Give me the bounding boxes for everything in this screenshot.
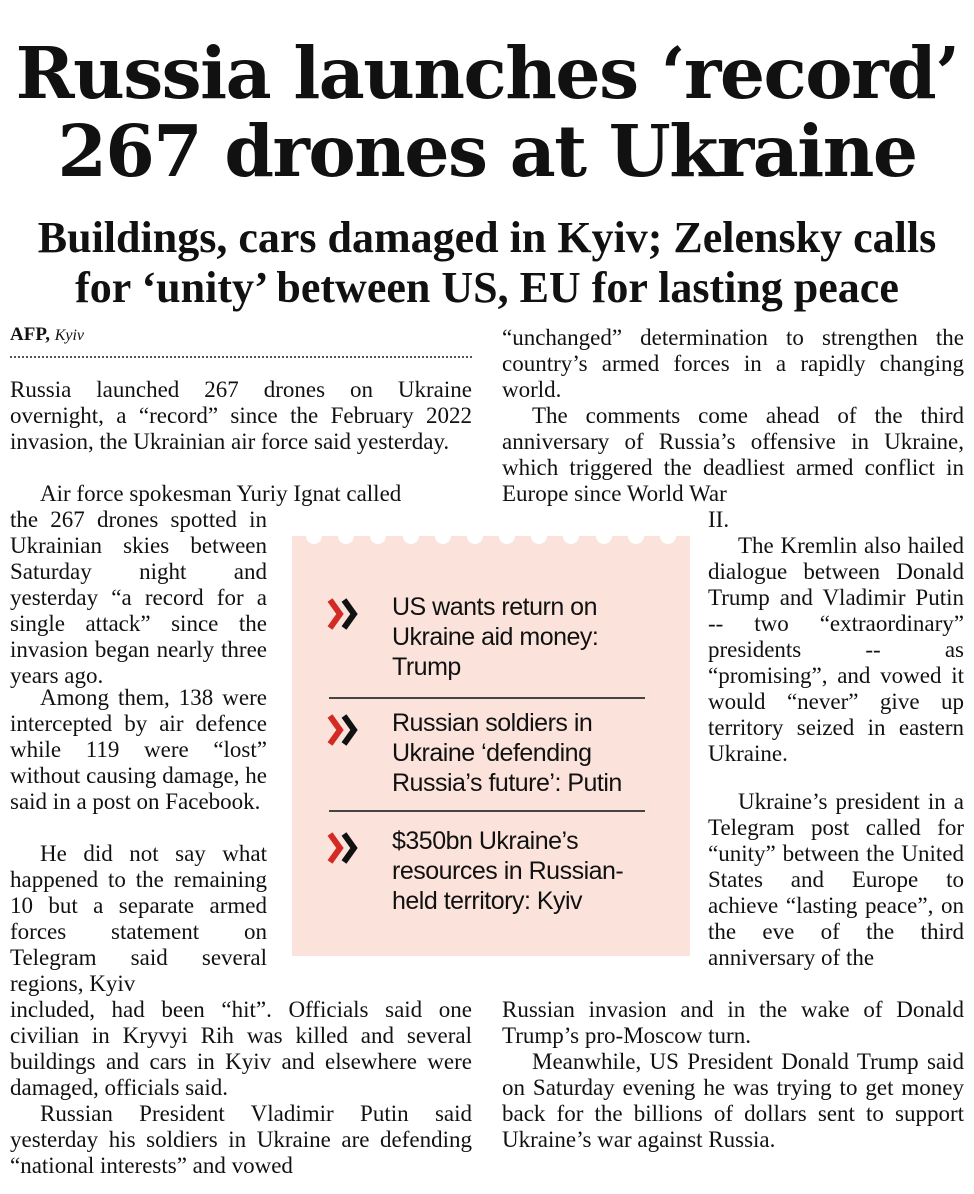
left-paragraph-1: Russia launched 267 drones on Ukraine overnight, a “record” since the February 2022 invasion, the Ukrainian air force said yesterday. [10,377,472,454]
sidebar-divider [329,697,645,699]
byline-place: Kyiv [54,327,85,344]
right-paragraph-2-end: II. [708,507,730,532]
right-paragraph-4-continued: Russian invasion and in the wake of Donald Trump’s pro-Moscow turn. [502,997,964,1048]
double-chevron-right-icon [326,710,366,750]
headline [0,31,974,193]
byline-divider [10,356,472,358]
right-paragraph-2: The comments come ahead of the third anniversary of Russia’s offensive in Ukraine, which triggered the deadliest armed conflict in Europe since World War [502,403,964,506]
sidebar-scalloped-edge [292,528,690,544]
sidebar-item-2 [326,708,656,808]
right-paragraph-4: Ukraine’s president in a Telegram post called for “unity” between the United States and Europe to achieve “lasting peace”, on the eve of the third anniversary of the [708,789,964,970]
left-paragraph-3: Among them, 138 were intercepted by air defence while 119 were “lost” without causing damage, he said in a post on Facebook. [10,685,267,814]
right-paragraph-3: The Kremlin also hailed dialogue between Donald Trump and Vladimir Putin -- two “extraordinary” presidents -- as “promising”, and vowed it would “never” give up territory seized in eastern Ukraine. [708,533,964,766]
left-paragraph-2: the 267 drones spotted in Ukrainian skies between Saturday night and yesterday “a record for a single attack” since the invasion began nearly three years ago. [10,507,267,688]
sidebar-item-text: Russian soldiers in Ukraine ‘defending Russia’s future’: Putin [392,709,622,797]
right-paragraph-1: “unchanged” determination to strengthen the country’s armed forces in a rapidly changing world. [502,325,964,402]
double-chevron-right-icon [326,594,366,634]
sidebar-item-1 [326,592,656,692]
sidebar-item-text: US wants return on Ukraine aid money: Trump [392,593,599,681]
left-paragraph-4-continued: included, had been “hit”. Officials said one civilian in Kryvyi Rih was killed and several buildings and cars in Kyiv and elsewhere were damaged, officials said. [10,997,472,1100]
headline-line-1: Russia launches ‘record’ [15,31,959,115]
sidebar-divider [329,810,645,812]
left-paragraph-4: He did not say what happened to the remaining 10 but a separate armed forces statement on Telegram said several regions, Kyiv [10,841,267,996]
byline [10,323,84,348]
sidebar-item-text: $350bn Ukraine’s resources in Russian-held territory: Kyiv [392,827,624,915]
sidebar-item-3 [326,826,656,926]
right-paragraph-5: Meanwhile, US President Donald Trump said on Saturday evening he was trying to get money back for the billions of dollars sent to support Ukraine’s war against Russia. [502,1049,964,1152]
left-paragraph-5: Russian President Vladimir Putin said yesterday his soldiers in Ukraine are defending “national interests” and vowed [10,1101,472,1178]
subheadline-line-2: for ‘unity’ between US, EU for lasting peace [75,263,899,312]
subheadline [0,213,974,313]
subheadline-line-1: Buildings, cars damaged in Kyiv; Zelensky calls [37,213,937,262]
double-chevron-right-icon [326,828,366,868]
left-paragraph-2-lead: Air force spokesman Yuriy Ignat called [40,481,402,506]
headline-line-2: 267 drones at Ukraine [57,109,917,193]
byline-agency: AFP, [10,324,50,345]
